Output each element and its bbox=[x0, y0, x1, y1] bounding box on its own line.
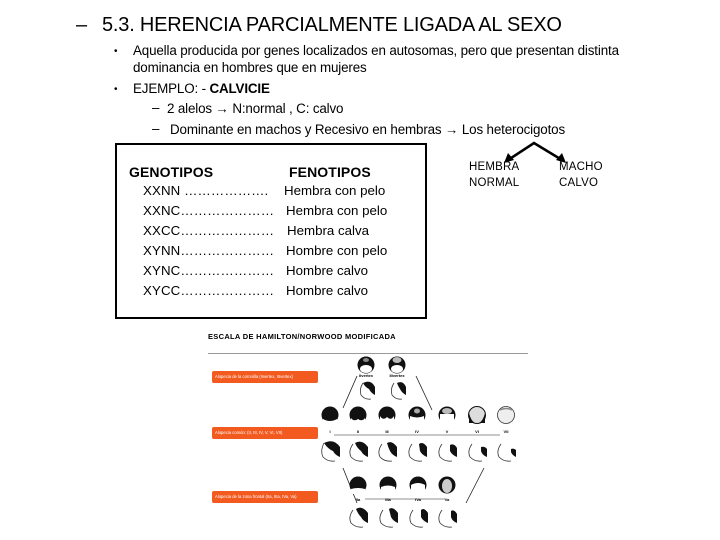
stage-label: II bbox=[356, 429, 360, 434]
phenotype-cell: Hombre calvo bbox=[286, 283, 369, 298]
stage-label: IIvertex bbox=[358, 373, 374, 378]
head-profile-icon bbox=[348, 505, 370, 529]
phenotypes-header: FENOTIPOS bbox=[289, 164, 371, 180]
stage-label: VI bbox=[475, 429, 479, 434]
hamilton-norwood-scale-figure bbox=[200, 328, 532, 540]
stage-label: IV bbox=[415, 429, 419, 434]
scale-title: ESCALA DE HAMILTON/NORWOOD MODIFICADA bbox=[208, 332, 396, 341]
genotypes-header: GENOTIPOS bbox=[129, 164, 214, 180]
genotype-cell: XYCC………………… bbox=[143, 283, 275, 298]
head-profile-icon bbox=[357, 379, 377, 401]
example-prefix: EJEMPLO: - bbox=[133, 81, 210, 96]
head-profile-icon bbox=[437, 505, 459, 529]
head-profile-icon bbox=[348, 439, 370, 463]
sub-item-dash: – bbox=[152, 100, 160, 115]
vertex-alopecia-label: Alopecia de la coronilla (IIvertex, IIIvertex) bbox=[212, 371, 318, 383]
phenotype-cell: Hombre con pelo bbox=[286, 243, 388, 258]
head-profile-icon bbox=[320, 439, 342, 463]
stage-label: IIIvertex bbox=[389, 373, 405, 378]
stage-label: III bbox=[385, 429, 389, 434]
head-top-view-icon bbox=[437, 475, 457, 495]
heterozygote-male-label: MACHO CALVO bbox=[559, 161, 603, 189]
stage-label: VII bbox=[503, 429, 509, 434]
title-text: 5.3. HERENCIA PARCIALMENTE LIGADA AL SEXO bbox=[102, 14, 562, 36]
head-top-view-icon bbox=[496, 405, 516, 425]
phenotype-cell: Hombre calvo bbox=[286, 263, 369, 278]
stage-label: I bbox=[329, 429, 331, 434]
slide-title bbox=[76, 14, 562, 37]
head-top-view-icon bbox=[407, 405, 427, 425]
head-profile-icon bbox=[408, 505, 430, 529]
head-profile-icon bbox=[496, 439, 518, 463]
head-top-view-icon bbox=[348, 475, 368, 495]
bullet-icon: • bbox=[114, 84, 118, 95]
bullet-1-line-1: Aquella producida por genes localizados en autosomas, pero que presentan distinta bbox=[133, 43, 619, 58]
stage-label: Va bbox=[444, 497, 450, 502]
example-keyword: CALVICIE bbox=[209, 81, 270, 96]
head-top-view-icon bbox=[378, 475, 398, 495]
head-top-view-icon bbox=[377, 405, 397, 425]
phenotype-cell: Hembra calva bbox=[287, 223, 370, 238]
bullet-1-line-2: dominancia en hombres que en mujeres bbox=[133, 60, 367, 75]
common-alopecia-label: Alopecia común: (II, III, IV, V, VI, VII) bbox=[212, 427, 318, 439]
bullet-icon: • bbox=[114, 46, 118, 57]
genotype-cell: XYNN………………… bbox=[143, 243, 275, 258]
head-profile-icon bbox=[388, 379, 408, 401]
head-profile-icon bbox=[378, 505, 400, 529]
heterozygote-female-label: HEMBRA NORMAL bbox=[469, 161, 520, 189]
genotype-cell: XXNC………………… bbox=[143, 203, 275, 218]
phenotype-cell: Hembra con pelo bbox=[286, 203, 388, 218]
head-profile-icon bbox=[467, 439, 489, 463]
bullet-2-text bbox=[133, 80, 270, 97]
sub-item-dominance: Dominante en machos y Recesivo en hembras → Los heterocigotos bbox=[170, 122, 566, 137]
stage-label: IIa bbox=[355, 497, 361, 502]
head-profile-icon bbox=[437, 439, 459, 463]
phenotype-cell: Hembra con pelo bbox=[284, 183, 386, 198]
title-dash: – bbox=[76, 14, 87, 36]
head-profile-icon bbox=[377, 439, 399, 463]
head-top-view-icon bbox=[356, 355, 376, 375]
genotype-cell: XXNN ………………. bbox=[143, 183, 269, 198]
genotype-cell: XXCC………………… bbox=[143, 223, 275, 238]
head-top-view-icon bbox=[348, 405, 368, 425]
head-profile-icon bbox=[407, 439, 429, 463]
head-top-view-icon bbox=[320, 405, 340, 425]
stage-label: IIIa bbox=[385, 497, 391, 502]
frontal-alopecia-label: Alopecia de la zona frontal (IIa, IIIa, IVa, Va) bbox=[212, 491, 318, 503]
head-top-view-icon bbox=[387, 355, 407, 375]
genotype-phenotype-table bbox=[115, 143, 427, 319]
sub-item-alleles: 2 alelos → N:normal , C: calvo bbox=[167, 101, 344, 116]
head-top-view-icon bbox=[467, 405, 487, 425]
stage-label: V bbox=[445, 429, 449, 434]
genotype-cell: XYNC………………… bbox=[143, 263, 275, 278]
head-top-view-icon bbox=[437, 405, 457, 425]
stage-label: IVa bbox=[415, 497, 421, 502]
sub-item-dash: – bbox=[152, 121, 160, 136]
head-top-view-icon bbox=[408, 475, 428, 495]
